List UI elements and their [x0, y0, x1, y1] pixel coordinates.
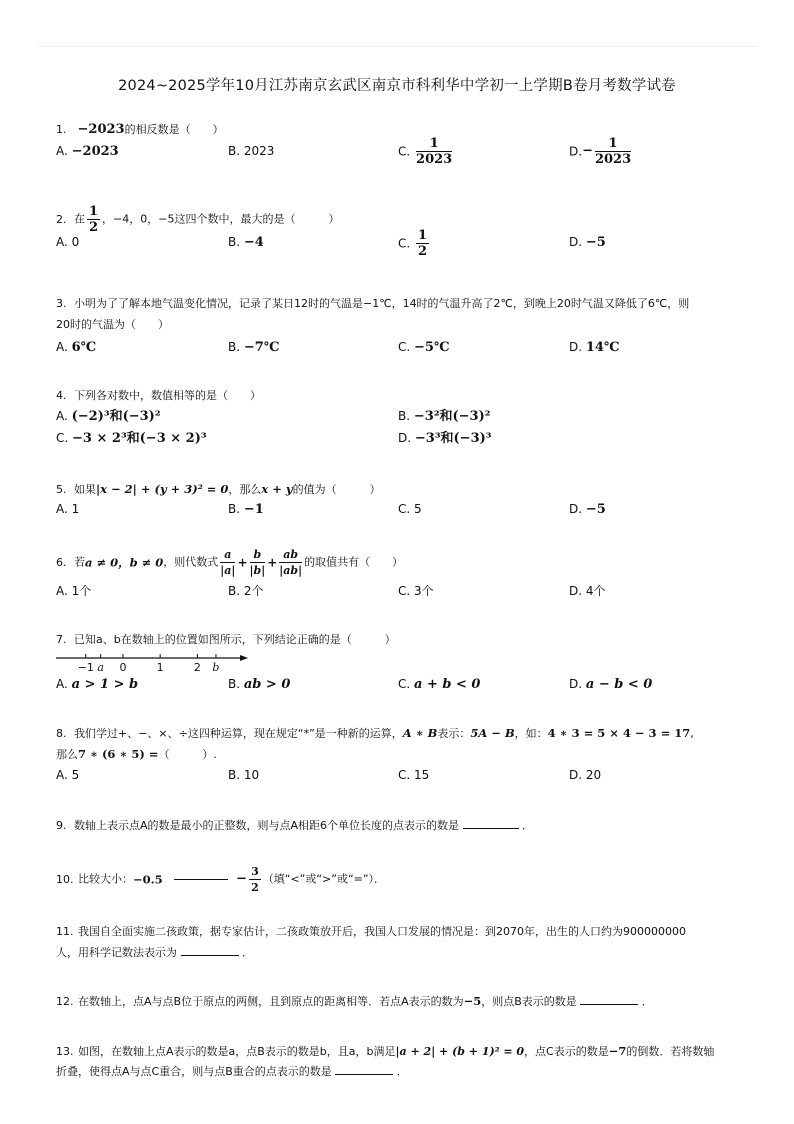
q5-option-b[interactable]: B. −1 [228, 502, 264, 517]
q10-answer-blank[interactable] [174, 879, 228, 880]
q11-answer-blank[interactable] [181, 955, 239, 956]
q1-option-d[interactable]: D.− $\frac{1}{2023}$ [569, 136, 632, 167]
q8-option-b[interactable]: B. 10 [228, 768, 260, 782]
q2-option-c[interactable]: C. $\frac{1}{2}$ [398, 228, 428, 259]
question-11-line2: 人，用科学记数法表示为 ． [56, 946, 253, 959]
q9-answer-blank[interactable] [463, 828, 519, 829]
q1-option-a[interactable]: A. −2023 [56, 144, 119, 159]
number-line-tick-label: 0 [119, 661, 127, 674]
question-4: 4. 下列各对数中，数值相等的是（ ） [56, 389, 261, 402]
q3-option-b[interactable]: B. −7℃ [228, 340, 280, 355]
question-13-line2: 折叠，使得点A与点C重合，则与点B重合的点表示的数是 ． [56, 1065, 408, 1078]
question-3: 3. 小明为了了解本地气温变化情况，记录了某日12时的气温是−1℃，14时的气温升高了2℃，到晚上20时气温又降低了6℃，则 [56, 297, 690, 310]
question-8: 8. 我们学过+、−、×、÷这四种运算，现在规定“*”是一种新的运算，A ∗ B表示：5A − B，如：4 ∗ 3 = 5 × 4 − 3 = 17, [56, 726, 694, 740]
q1-option-c[interactable]: C. $\frac{1}{2023}$ [398, 136, 453, 167]
q8-option-a[interactable]: A. 5 [56, 768, 80, 782]
question-5: 5. 如果|x − 2| + (y + 3)² = 0，那么x + y的值为（ ） [56, 482, 381, 496]
page-title: 2024~2025学年10月江苏南京玄武区南京市科利华中学初一上学期B卷月考数学试卷 [118, 78, 676, 94]
q5-option-c[interactable]: C. 5 [398, 502, 422, 516]
q6-option-a[interactable]: A. 1个 [56, 584, 92, 598]
q2-option-a[interactable]: A. 0 [56, 235, 80, 249]
number-line-tick-label: 1 [156, 661, 164, 674]
q2-option-d[interactable]: D. −5 [569, 235, 606, 250]
q5-option-a[interactable]: A. 1 [56, 502, 80, 516]
q8-option-d[interactable]: D. 20 [569, 768, 602, 782]
q8-option-c[interactable]: C. 15 [398, 768, 430, 782]
q3-option-c[interactable]: C. −5℃ [398, 340, 450, 355]
number-line-arrow [240, 655, 248, 661]
q4-option-c[interactable]: C. −3 × 2³和(−3 × 2)³ [56, 431, 207, 446]
q6-option-d[interactable]: D. 4个 [569, 584, 606, 598]
number-line-tick-label: b [212, 661, 220, 674]
question-12: 12. 在数轴上，点A与点B位于原点的两侧，且到原点的距离相等．若点A表示的数为−5，则点B表示的数是 ． [56, 994, 653, 1008]
question-9: 9. 数轴上表示点A的数是最小的正整数，则与点A相距6个单位长度的点表示的数是 ． [56, 819, 534, 832]
q6-option-c[interactable]: C. 3个 [398, 584, 434, 598]
q4-option-a[interactable]: A. (−2)³和(−3)² [56, 409, 161, 424]
question-13: 13. 如图，在数轴上点A表示的数是a，点B表示的数是b，且a，b满足|a + 2| + (b + 1)² = 0，点C表示的数是−7的倒数．若将数轴 [56, 1044, 715, 1058]
question-6: 6. 若a ≠ 0，b ≠ 0，则代数式 $\frac{a}{|a|}$ + $\frac{b}{|b|}$ + $\frac{ab}{|ab|}$ 的取值共有（ ） [56, 548, 404, 577]
q2-option-b[interactable]: B. −4 [228, 235, 264, 250]
number-line-figure [54, 652, 254, 674]
q7-option-d[interactable]: D. a − b < 0 [569, 677, 653, 692]
question-11: 11. 我国自全面实施二孩政策，据专家估计，二孩政策放开后，我国人口发展的情况是：到2070年，出生的人口约为900000000 [56, 925, 686, 938]
number-line-tick-label: a [97, 661, 104, 674]
q13-answer-blank[interactable] [335, 1074, 393, 1075]
question-1: 1. −2023的相反数是（ ） [56, 122, 224, 137]
q3-option-d[interactable]: D. 14℃ [569, 340, 620, 355]
question-2: 2. 在 $\frac{1}{2}$ ，−4，0，−5这四个数中，最大的是（ ） [56, 204, 340, 235]
question-3-line2: 20时的气温为（ ） [56, 318, 169, 331]
q7-option-c[interactable]: C. a + b < 0 [398, 677, 481, 692]
q4-option-d[interactable]: D. −3³和(−3)³ [398, 431, 492, 446]
q3-option-a[interactable]: A. 6℃ [56, 340, 97, 355]
header-divider [38, 46, 758, 47]
q12-answer-blank[interactable] [580, 1004, 638, 1005]
question-10: 10. 比较大小：−0.5 − $\frac{3}{2}$ （填“<”或“>”或“=”）． [56, 865, 386, 894]
q7-option-b[interactable]: B. ab > 0 [228, 677, 291, 692]
q1-option-b[interactable]: B. 2023 [228, 144, 275, 158]
q5-option-d[interactable]: D. −5 [569, 502, 606, 517]
question-8-line2: 那么7 ∗ (6 ∗ 5) =（ ）. [56, 747, 217, 761]
q4-option-b[interactable]: B. −3²和(−3)² [398, 409, 491, 424]
q7-option-a[interactable]: A. a > 1 > b [56, 677, 139, 692]
q6-option-b[interactable]: B. 2个 [228, 584, 264, 598]
number-line-tick-label: −1 [77, 661, 94, 674]
question-7: 7. 已知a、b在数轴上的位置如图所示，下列结论正确的是（ ） [56, 633, 396, 646]
number-line-tick-label: 2 [193, 661, 201, 674]
